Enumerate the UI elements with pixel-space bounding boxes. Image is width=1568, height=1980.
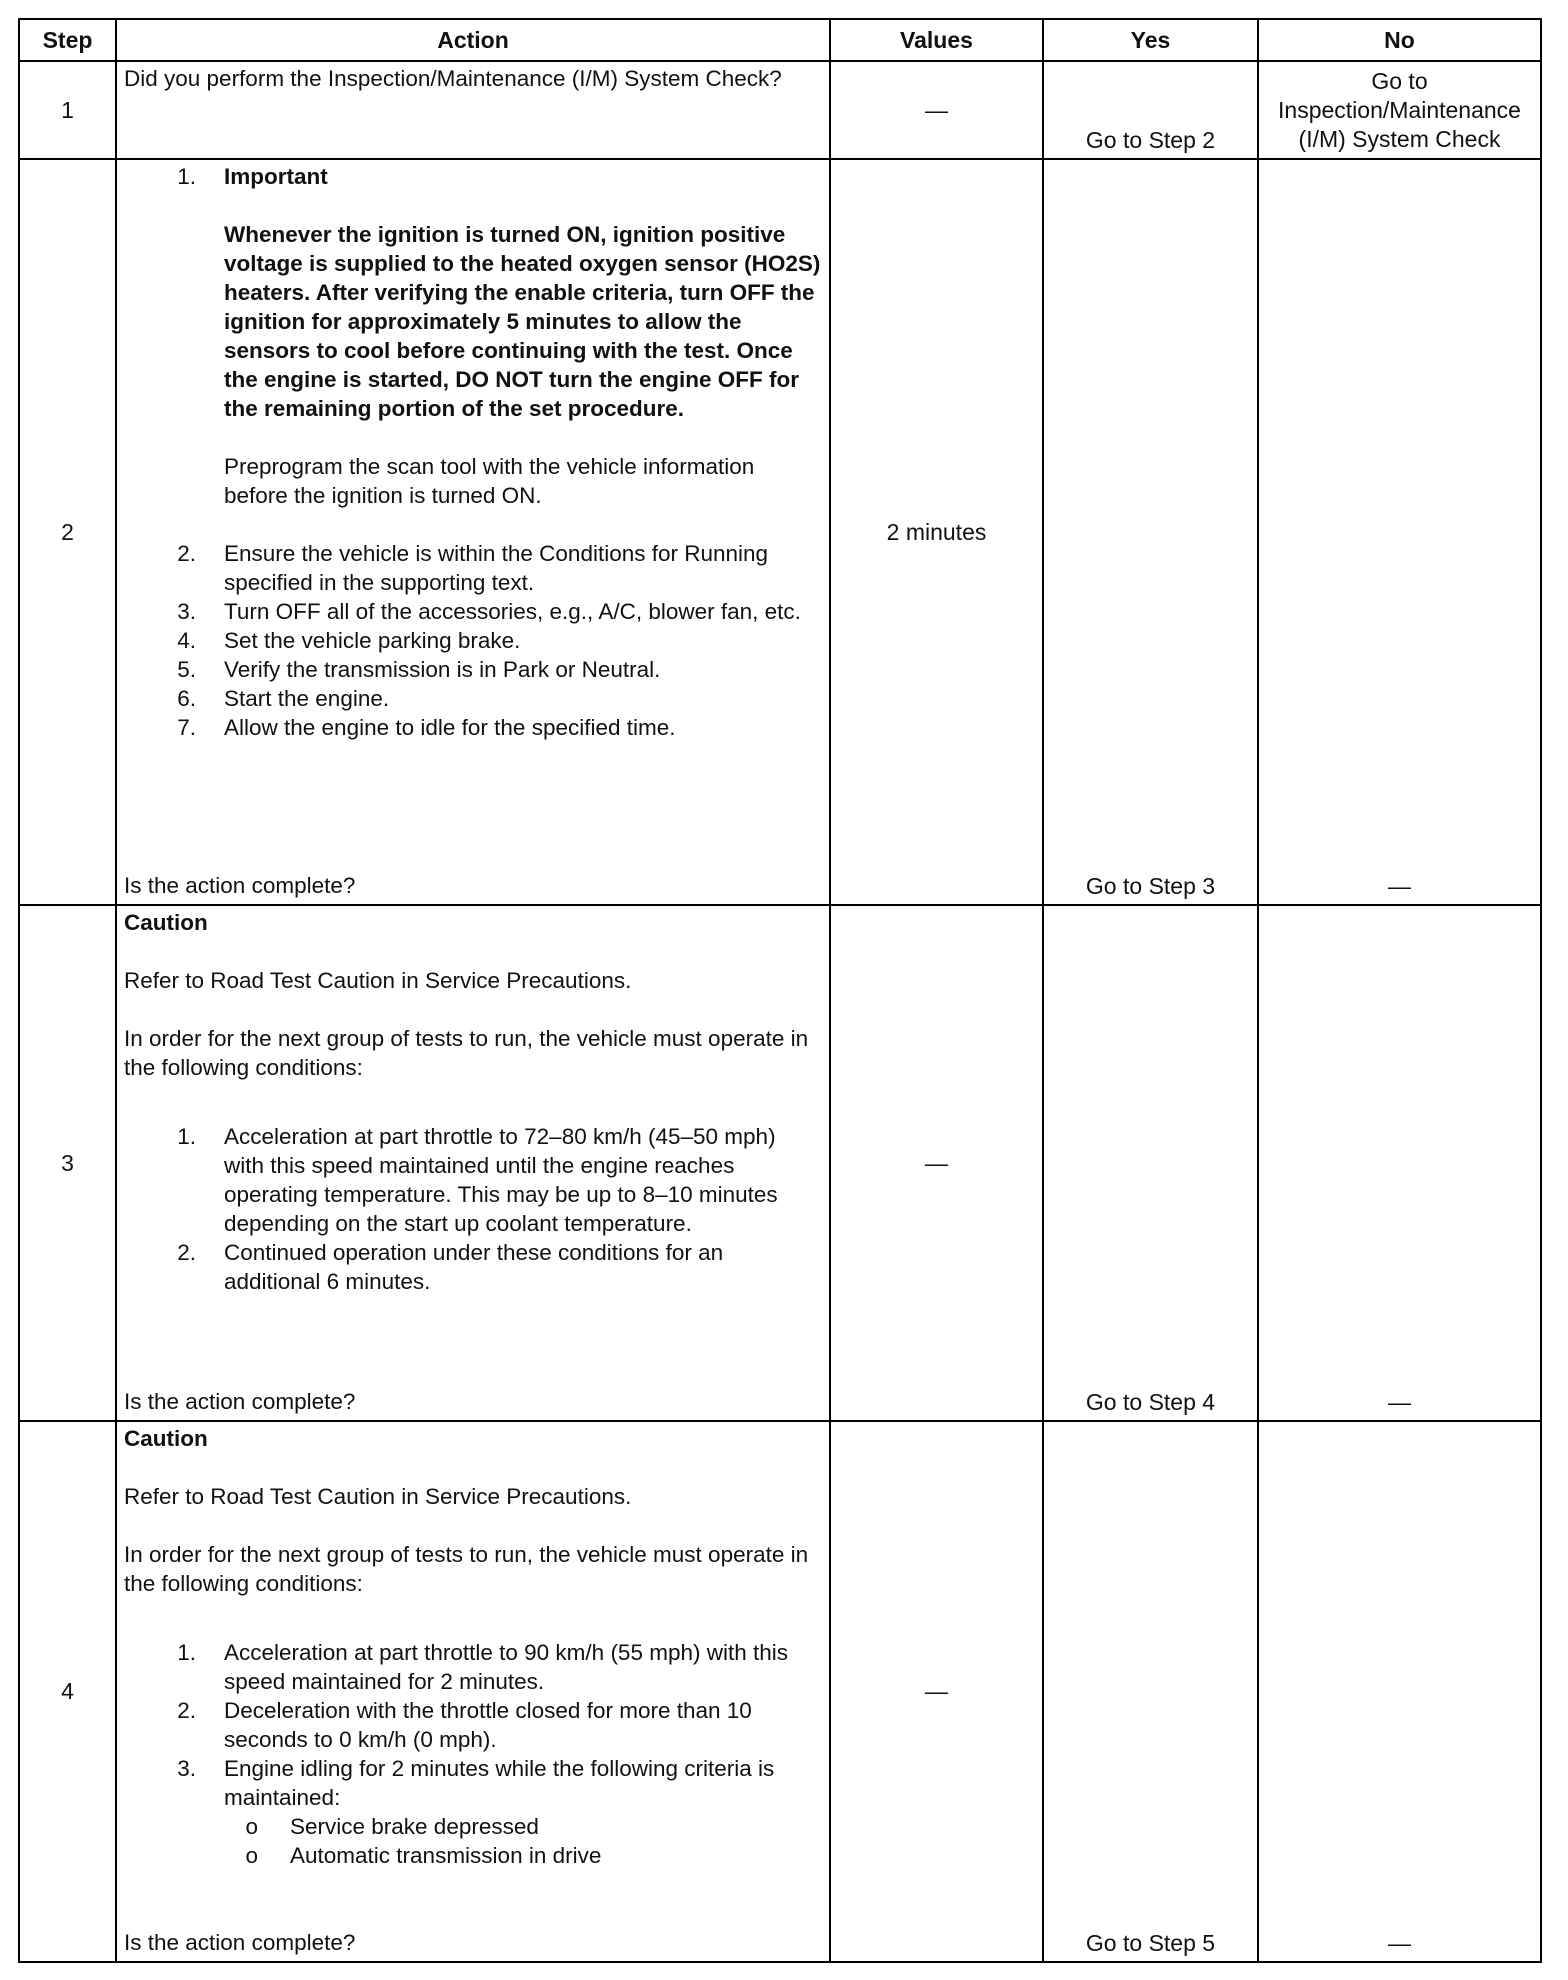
action-question: Is the action complete? [124, 1389, 356, 1414]
action-question: Did you perform the Inspection/Maintenance (I/M) System Check? [124, 66, 782, 91]
value-cell: — [830, 905, 1043, 1421]
list-item: 1. Acceleration at part throttle to 72–80 km/h (45–50 mph) with this speed maintained until the engine reaches operating temperature. This may be up to 8–10 minutes depending on the start up coolant temperature. [177, 1124, 778, 1236]
yes-link[interactable]: Go to Step 4 [1085, 1389, 1216, 1415]
table-row [19, 61, 1541, 159]
procedure-list [124, 1122, 821, 1296]
header-values: Values [830, 19, 1043, 61]
important-label: Important [224, 164, 328, 189]
no-value: — [1388, 1389, 1411, 1415]
conditions-intro: In order for the next group of tests to run, the vehicle must operate in the following conditions: [124, 1026, 809, 1080]
value-cell: — [830, 1421, 1043, 1962]
list-item: 6. Start the engine. [177, 686, 390, 711]
list-item: 2. Continued operation under these conditions for an additional 6 minutes. [177, 1240, 724, 1294]
header-row [19, 19, 1541, 61]
no-value: — [1388, 873, 1411, 899]
list-item: 1. Important Whenever the ignition is turned ON, ignition positive voltage is supplied to the heated oxygen sensor (HO2S) heaters. After verifying the enable criteria, turn OFF the ignition for approximately 5 minutes to allow the sensors to cool before continuing with the test. Once the engine is started, DO NOT turn the engine OFF for the remaining portion of the set procedure. Preprogram the scan tool with the vehicle information before the ignition is turned ON. [177, 164, 821, 508]
list-item: 7. Allow the engine to idle for the specified time. [177, 715, 676, 740]
list-item: 3. Engine idling for 2 minutes while the following criteria is maintained: o Service brake depressed o Automatic transmission in drive [124, 1754, 821, 1870]
yes-link[interactable]: Go to Step 2 [1085, 127, 1216, 153]
important-note: Whenever the ignition is turned ON, ignition positive voltage is supplied to the heated oxygen sensor (HO2S) heaters. After verifying the enable criteria, turn OFF the ignition for approximately 5 minutes to allow the sensors to cool before continuing with the test. Once the engine is started, DO NOT turn the engine OFF for the remaining portion of the set procedure. [224, 222, 821, 421]
action-question: Is the action complete? [124, 1930, 356, 1955]
no-link[interactable]: Go to Inspection/Maintenance (I/M) System Check [1258, 61, 1541, 159]
preprogram-note: Preprogram the scan tool with the vehicle information before the ignition is turned ON. [224, 454, 755, 508]
diagnostic-table [18, 18, 1542, 1963]
step-number: 3 [19, 905, 116, 1421]
value-cell: — [830, 61, 1043, 159]
table-row [19, 159, 1541, 905]
no-cell [1258, 905, 1541, 1421]
table-row [19, 1421, 1541, 1962]
yes-link[interactable]: Go to Step 3 [1085, 873, 1216, 899]
sub-list-item: o Automatic transmission in drive [245, 1843, 602, 1868]
action-cell [116, 159, 830, 905]
procedure-list [124, 539, 821, 742]
caution-text: Refer to Road Test Caution in Service Precautions. [124, 968, 632, 993]
header-step: Step [19, 19, 116, 61]
yes-cell [1043, 159, 1258, 905]
yes-cell [1043, 61, 1258, 159]
no-value: — [1388, 1930, 1411, 1956]
yes-cell [1043, 905, 1258, 1421]
action-question: Is the action complete? [124, 873, 356, 898]
header-action: Action [116, 19, 830, 61]
no-cell [1258, 1421, 1541, 1962]
list-item: 5. Verify the transmission is in Park or Neutral. [177, 657, 661, 682]
caution-text: Refer to Road Test Caution in Service Precautions. [124, 1484, 632, 1509]
caution-label: Caution [124, 1426, 208, 1451]
table-row [19, 905, 1541, 1421]
list-item: 3. Turn OFF all of the accessories, e.g., A/C, blower fan, etc. [177, 599, 801, 624]
action-cell [116, 1421, 830, 1962]
sub-list [224, 1812, 821, 1870]
step-number: 4 [19, 1421, 116, 1962]
action-cell [116, 61, 830, 159]
action-cell [116, 905, 830, 1421]
list-item: 2. Deceleration with the throttle closed for more than 10 seconds to 0 km/h (0 mph). [177, 1698, 752, 1752]
no-cell [1258, 159, 1541, 905]
step-number: 2 [19, 159, 116, 905]
step-number: 1 [19, 61, 116, 159]
header-no: No [1258, 19, 1541, 61]
list-item: 4. Set the vehicle parking brake. [177, 628, 521, 653]
value-cell: 2 minutes [830, 159, 1043, 905]
list-item: 1. Acceleration at part throttle to 90 km/h (55 mph) with this speed maintained for 2 minutes. [177, 1640, 789, 1694]
sub-list-item: o Service brake depressed [245, 1814, 539, 1839]
yes-link[interactable]: Go to Step 5 [1085, 1930, 1216, 1956]
procedure-list [124, 1638, 821, 1870]
list-item: 2. Ensure the vehicle is within the Conditions for Running specified in the supporting text. [177, 541, 769, 595]
procedure-list [124, 162, 821, 510]
header-yes: Yes [1043, 19, 1258, 61]
conditions-intro: In order for the next group of tests to run, the vehicle must operate in the following conditions: [124, 1542, 809, 1596]
yes-cell [1043, 1421, 1258, 1962]
caution-label: Caution [124, 910, 208, 935]
